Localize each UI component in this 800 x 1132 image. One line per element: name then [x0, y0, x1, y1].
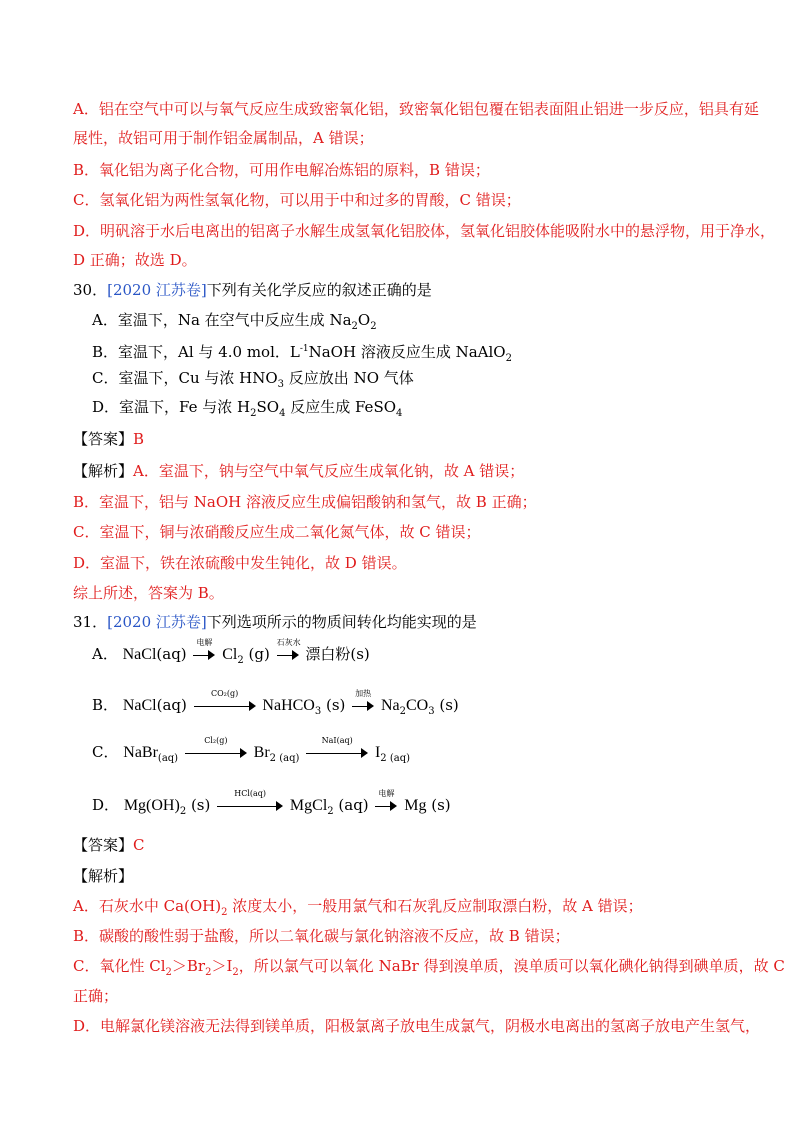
q30-summary: 综上所述，答案为 B。	[73, 584, 224, 602]
q30-answer-label: 【答案】	[73, 430, 134, 448]
prev-analysis-d-line1: D．明矾溶于水后电离出的铝离子水解生成氢氧化铝胶体，氢氧化铝胶体能吸附水中的悬浮物，用于净水，	[73, 222, 776, 240]
q30-analysis-d: D．室温下，铁在浓硫酸中发生钝化，故 D 错误。	[73, 554, 407, 572]
reaction-arrow: 石灰水	[277, 648, 299, 662]
q30-stem	[73, 279, 432, 301]
q31-analysis-c-line2: 正确；	[73, 987, 119, 1005]
q31-option-a: A． NaCl(aq) 电解 $Cl_2$ (g) 石灰水 漂白粉(s)	[92, 638, 370, 666]
q31-analysis-label: 【解析】	[73, 867, 134, 885]
q31-option-b: B． NaCl(aq) CO₂(g) NaHCO$_3$ (s) 加热 $Na_2CO_3$ (s)	[92, 689, 459, 717]
q31-answer	[73, 834, 145, 856]
prev-analysis-b: B．氧化铝为离子化合物，可用作电解冶炼铝的原料，B 错误；	[73, 161, 490, 179]
q30-option-d: D．室温下，Fe 与浓 $H_2SO_4$ 反应生成 FeSO$_4$	[92, 398, 403, 419]
q31-stem-text: 下列选项所示的物质间转化均能实现的是	[206, 613, 477, 631]
q31-source: [2020 江苏卷]	[107, 613, 207, 631]
q30-source: [2020 江苏卷]	[107, 281, 207, 299]
reaction-arrow: Cl₂(g)	[185, 746, 247, 760]
q31-option-d: D． $Mg(OH)_2$ (s) HCl(aq) MgCl$_2$ (aq) 电解 Mg (s)	[92, 789, 451, 817]
q30-analysis-a: 【解析】A．室温下，钠与空气中氧气反应生成氧化钠，故 A 错误；	[73, 462, 525, 480]
reaction-arrow: 电解	[375, 799, 397, 813]
q31-analysis-b: B．碳酸的酸性弱于盐酸，所以二氧化碳与氯化钠溶液不反应，故 B 错误；	[73, 927, 570, 945]
q30-analysis-label: 【解析】	[73, 462, 134, 480]
reaction-arrow: HCl(aq)	[217, 799, 283, 813]
prev-analysis-d-line2: D 正确；故选 D。	[73, 251, 197, 269]
q31-analysis-c: C．氧化性 $Cl_2>Br_2>I_2$，所以氯气可以氧化 NaBr 得到溴单质，溴单质可以氧化碘化钠得到碘单质，故 C	[73, 957, 785, 978]
reaction-arrow: 电解	[193, 648, 215, 662]
prev-analysis-c: C．氢氧化铝为两性氢氧化物，可以用于中和过多的胃酸，C 错误；	[73, 191, 521, 209]
q30-number: 30．	[73, 281, 108, 299]
q30-option-c: C．室温下，Cu 与浓 $HNO_3$ 反应放出 NO 气体	[92, 369, 414, 390]
q31-answer-label: 【答案】	[73, 836, 134, 854]
q31-number: 31．	[73, 613, 108, 631]
q31-analysis-a: A．石灰水中 $Ca(OH)_2$ 浓度太小，一般用氯气和石灰乳反应制取漂白粉，故 A 错误；	[73, 897, 643, 918]
q30-answer	[73, 428, 144, 450]
q30-analysis-c: C．室温下，铜与浓硝酸反应生成二氧化氮气体，故 C 错误；	[73, 523, 481, 541]
reaction-arrow: 加热	[352, 699, 374, 713]
q31-answer-value: C	[133, 836, 145, 854]
prev-analysis-a-line1: A．铝在空气中可以与氧气反应生成致密氧化铝，致密氧化铝包覆在铝表面阻止铝进一步反应，铝具有延	[73, 100, 759, 118]
q30-answer-value: B	[133, 430, 145, 448]
q30-stem-text: 下列有关化学反应的叙述正确的是	[206, 281, 432, 299]
prev-analysis-a-line2: 展性，故铝可用于制作铝金属制品，A 错误；	[73, 129, 374, 147]
q30-analysis-b: B．室温下，铝与 NaOH 溶液反应生成偏铝酸钠和氢气，故 B 正确；	[73, 493, 537, 511]
reaction-arrow: NaI(aq)	[306, 746, 368, 760]
q31-stem	[73, 611, 477, 633]
q31-option-c: C． NaBr$_{(aq)}$ Cl₂(g) $Br_2$ $_{(aq)}$ NaI(aq) $I_2$ $_{(aq)}$	[92, 736, 411, 764]
q30-option-b: B．室温下，Al 与 4.0 mol．$L^{-1}NaOH$ 溶液反应生成 NaAlO$_2$	[92, 343, 512, 364]
reaction-arrow: CO₂(g)	[194, 699, 256, 713]
q31-analysis-d: D．电解氯化镁溶液无法得到镁单质，阳极氯离子放电生成氯气，阴极水电离出的氢离子放电产生氢气，	[73, 1017, 761, 1035]
q30-option-a: A．室温下，Na 在空气中反应生成 $Na_2O_2$	[92, 311, 377, 332]
